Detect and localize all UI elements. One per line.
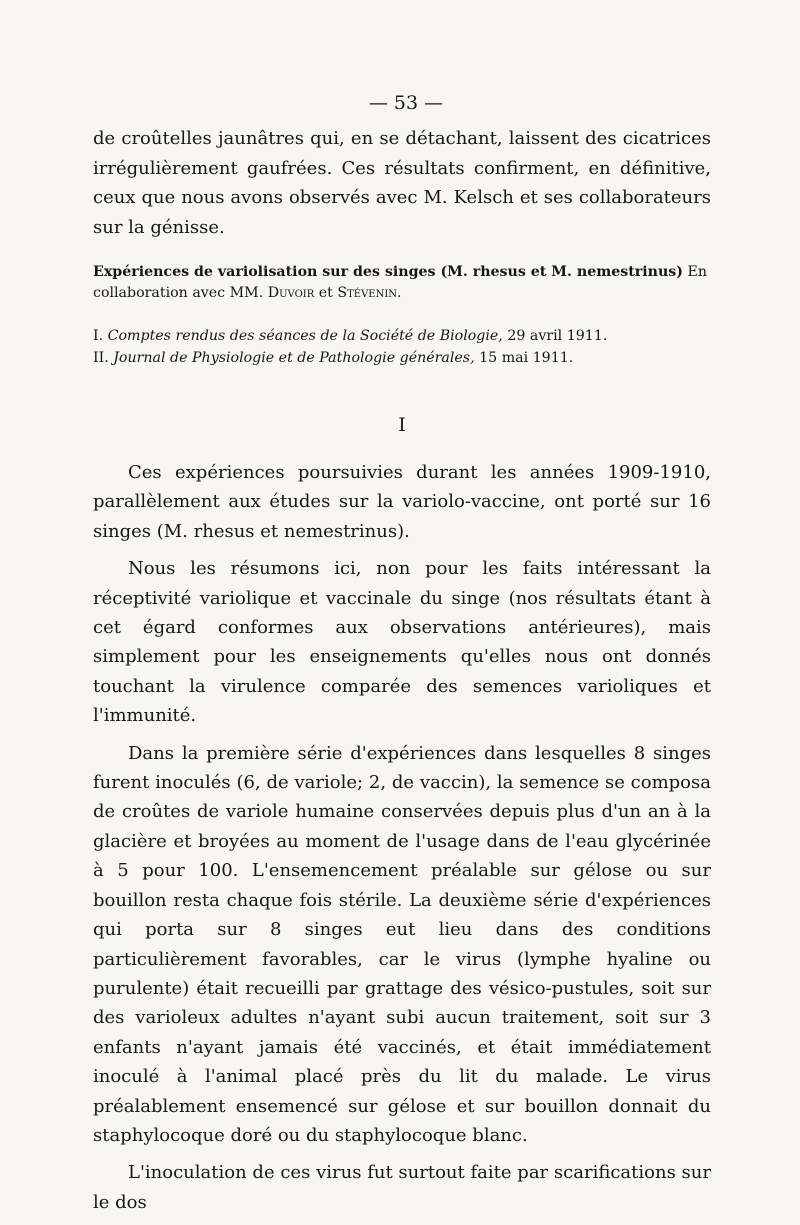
body-paragraph: L'inoculation de ces virus fut surtout faite par scarifications sur le dos (93, 1162, 711, 1213)
reference-numeral: II. (93, 350, 109, 366)
author-duvoir: Duvoir (267, 285, 315, 301)
reference-item (93, 325, 711, 347)
references-list (93, 325, 711, 369)
author-stevenin: Stévenin. (337, 285, 402, 301)
body-paragraph: Ces expériences poursuivies durant les années 1909-1910, parallèlement aux études sur la variolo-vaccine, ont porté sur 16 singes (M. rhesus et nemestrinus). (93, 462, 711, 542)
section-heading (93, 262, 711, 304)
section-numeral: I (398, 414, 406, 436)
reference-journal: Journal de Physiologie et de Pathologie générales, (113, 350, 475, 366)
reference-journal: Comptes rendus des séances de la Société de Biologie, (107, 328, 503, 344)
heading-and: et (318, 285, 333, 301)
page-number: — 53 — (368, 92, 444, 114)
heading-collab-text: En collaboration avec MM. (93, 264, 708, 301)
heading-title: Expériences de variolisation sur des singes (M. rhesus et M. nemestrinus) (93, 264, 684, 280)
reference-date: 15 mai 1911. (479, 350, 574, 366)
reference-date: 29 avril 1911. (507, 328, 608, 344)
reference-numeral: I. (93, 328, 104, 344)
intro-paragraph: de croûtelles jaunâtres qui, en se détachant, laissent des cicatrices irrégulièrement gaufrées. Ces résultats confirment, en définitive, ceux que nous avons observés avec M. Kelsch et ses collaborateurs sur la génisse. (93, 128, 711, 238)
reference-item (93, 347, 711, 369)
body-paragraph: Dans la première série d'expériences dans lesquelles 8 singes furent inoculés (6, de variole; 2, de vaccin), la semence se composa de croûtes de variole humaine conservées depuis plus d'un an à la glacière et broyées au moment de l'usage dans de l'eau glycérinée à 5 pour 100. L'ensemencement préalable sur gélose ou sur bouillon resta chaque fois stérile. La deuxième série d'expériences qui porta sur 8 singes eut lieu dans des conditions particulièrement favorables, car le virus (lymphe hyaline ou purulente) était recueilli par grattage des vésico-pustules, soit sur des varioleux adultes n'ayant subi aucun traitement, soit sur 3 enfants n'ayant jamais été vaccinés, et était immédiatement inoculé à l'animal placé près du lit du malade. Le virus préalablement ensemencé sur gélose et sur bouillon donnait du staphylocoque doré ou du staphylocoque blanc. (93, 742, 711, 1146)
body-paragraph: Nous les résumons ici, non pour les faits intéressant la réceptivité variolique et vaccinale du singe (nos résultats étant à cet égard conformes aux observations antérieures), mais simplement pour les enseignements qu'elles nous ont donnés touchant la virulence comparée des semences varioliques et l'immunité. (93, 558, 711, 727)
